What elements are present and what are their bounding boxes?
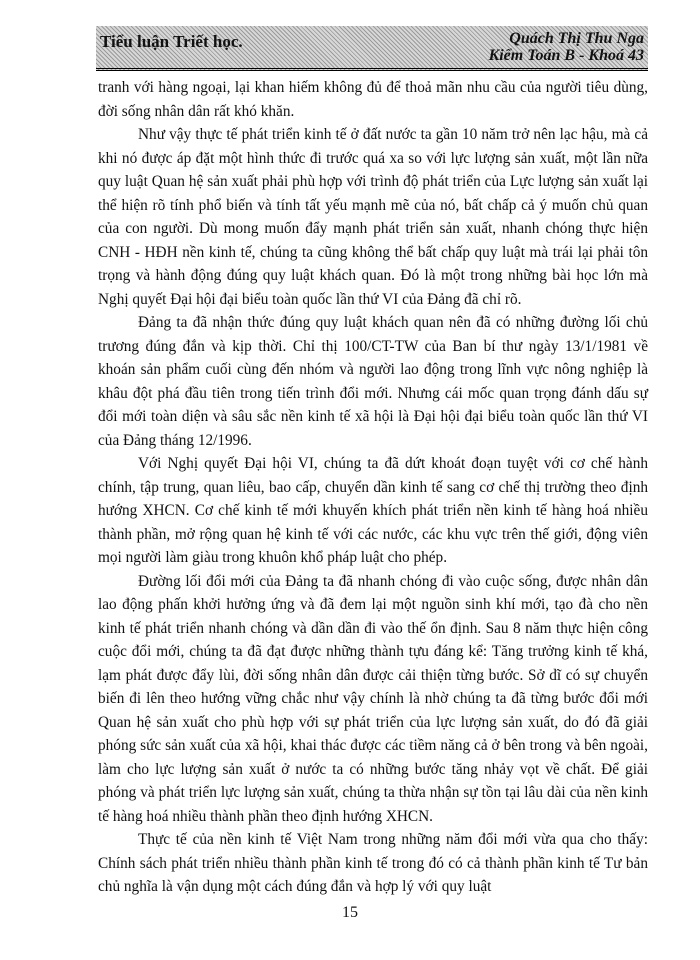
document-title: Tiểu luận Triết học. bbox=[100, 32, 243, 51]
author-class: Kiểm Toán B - Khoá 43 bbox=[488, 47, 644, 64]
page-number: 15 bbox=[342, 904, 358, 921]
body-text bbox=[98, 76, 648, 899]
author-block bbox=[489, 30, 644, 64]
paragraph: Thực tế của nền kinh tế Việt Nam trong những năm đổi mới vừa qua cho thấy: Chính sách phát triển nhiều thành phần kinh tế trong đó có cả thành phần kinh tế Tư bản chủ nghĩa là vận dụng một cách đúng đắn và hợp lý với quy luật bbox=[98, 831, 648, 895]
paragraph: Với Nghị quyết Đại hội VI, chúng ta đã dứt khoát đoạn tuyệt với cơ chế hành chính, tập trung, quan liêu, bao cấp, chuyển dần kinh tế sang cơ chế thị trường theo định hướng XHCN. Cơ chế kinh tế mới khuyến khích phát triển nền kinh tế hàng hoá nhiều thành phần, mở rộng quan hệ kinh tế với các nước, các khu vực trên thế giới, động viên mọi người làm giàu trong khuôn khổ pháp luật cho phép. bbox=[98, 455, 648, 566]
author-name: Quách Thị Thu Nga bbox=[509, 30, 644, 47]
paragraph: tranh với hàng ngoại, lại khan hiếm không đủ để thoả mãn nhu cầu của người tiêu dùng, đời sống nhân dân rất khó khăn. bbox=[98, 79, 648, 120]
paragraph: Đảng ta đã nhận thức đúng quy luật khách quan nên đã có những đường lối chủ trương đúng đắn và kịp thời. Chỉ thị 100/CT-TW của Ban bí thư ngày 13/1/1981 về khoán sản phẩm cuối cùng đến nhóm và người lao động trong lĩnh vực nông nghiệp là khâu đột phá đầu tiên trong tiến trình đổi mới. Nhưng cái mốc quan trọng đánh dấu sự đổi mới toàn diện và sâu sắc nền kinh tế xã hội là Đại hội đại biểu toàn quốc lần thứ VI của Đảng tháng 12/1996. bbox=[98, 314, 648, 449]
paragraph: Như vậy thực tế phát triển kinh tế ở đất nước ta gần 10 năm trở nên lạc hậu, mà cả khi nó được áp đặt một hình thức đi trước quá xa so với lực lượng sản xuất, một lần nữa quy luật Quan hệ sản xuất phải phù hợp với trình độ phát triển của Lực lượng sản xuất lại thể hiện rõ tính phổ biến và tính tất yếu mạnh mẽ của nó, bất chấp cả ý muốn chủ quan của con người. Dù mong muốn đẩy mạnh phát triển sản xuất, nhanh chóng thực hiện CNH - HĐH nền kinh tế, chúng ta cũng không thể bất chấp quy luật mà trái lại phải tôn trọng và hành động đúng quy luật khách quan. Đó là một trong những bài học lớn mà Nghị quyết Đại hội đại biểu toàn quốc lần thứ VI của Đảng đã chỉ rõ. bbox=[98, 126, 648, 308]
paragraph: Đường lối đổi mới của Đảng ta đã nhanh chóng đi vào cuộc sống, được nhân dân lao động phấn khởi hưởng ứng và đã đem lại một nguồn sinh khí mới, tạo đà cho nền kinh tế phát triển nhanh chóng và dần dần đi vào thế ổn định. Sau 8 năm thực hiện công cuộc đổi mới, chúng ta đã đạt được những thành tựu đáng kể: Tăng trưởng kinh tế khá, lạm phát được đẩy lùi, đời sống nhân dân được cải thiện từng bước. Sở dĩ có sự chuyển biến đi lên theo hướng vững chắc như vậy chính là nhờ chúng ta đã từng bước đổi mới Quan hệ sản xuất cho phù hợp với sự phát triển của lực lượng sản xuất, do đó đã giải phóng sức sản xuất của xã hội, khai thác được các tiềm năng cả ở bên trong và bên ngoài, làm cho lực lượng sản xuất ở nước ta có những bước tăng nhảy vọt về chất. Để giải phóng và phát triển lực lượng sản xuất, chúng ta thừa nhận sự tồn tại lâu dài của nền kinh tế hàng hoá nhiều thành phần theo định hướng XHCN. bbox=[98, 572, 648, 825]
page-header bbox=[96, 26, 648, 71]
